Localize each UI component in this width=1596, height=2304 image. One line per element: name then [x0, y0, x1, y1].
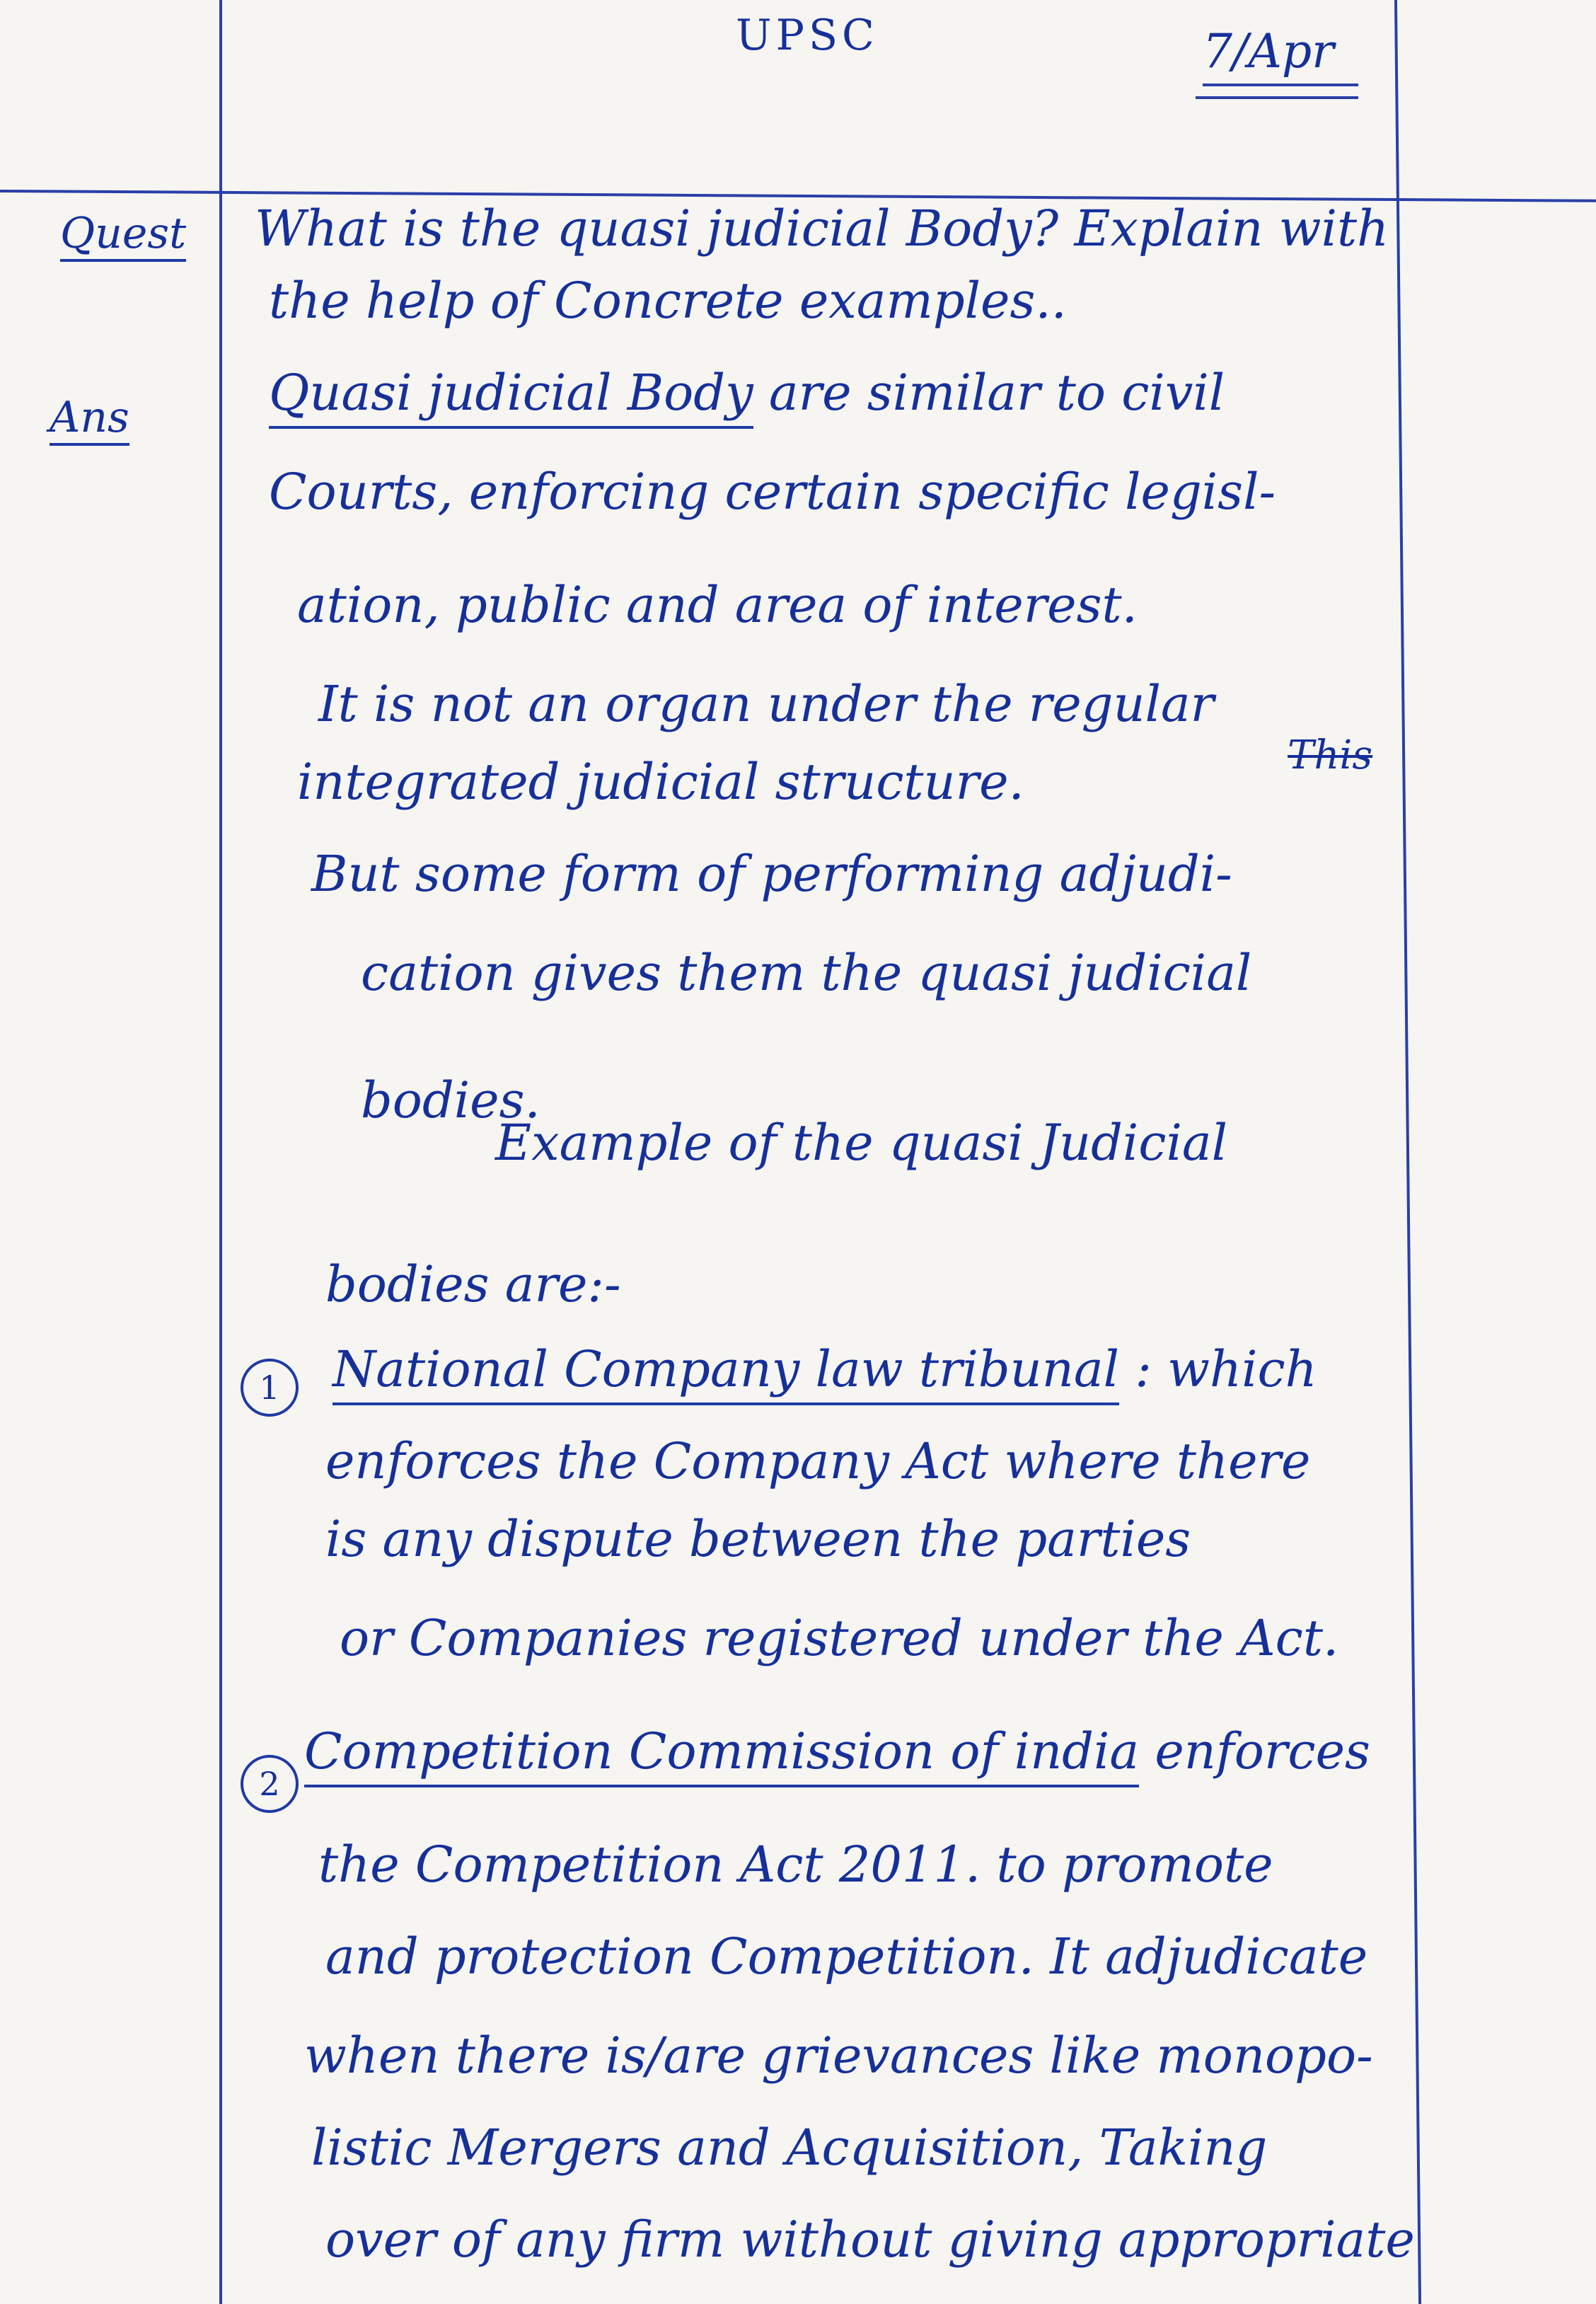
answer-line: Courts, enforcing certain specific legisl-: [269, 463, 1276, 521]
answer-line: cation gives them the quasi judicial: [361, 944, 1252, 1002]
example-2-line: listic Mergers and Acquisition, Taking: [311, 2119, 1268, 2177]
question-line-2: the help of Concrete examples..: [269, 272, 1067, 330]
answer-line: It is not an organ under the regular: [318, 675, 1215, 733]
answer-term: Quasi judicial Body: [269, 364, 753, 429]
right-border-line: [1394, 0, 1421, 2304]
example-2-title-suffix: enforces: [1155, 1722, 1370, 1780]
example-1-title-suffix: : which: [1135, 1340, 1317, 1398]
example-2-line: the Competition Act 2011. to promote: [318, 1836, 1273, 1894]
date-underline: [1203, 83, 1358, 86]
answer-line: bodies.: [361, 1071, 540, 1129]
struck-word: This: [1288, 732, 1373, 778]
example-2-line: and protection Competition. It adjudicate: [325, 1928, 1368, 1986]
example-2-line: when there is/are grievances like monopo-: [304, 2027, 1373, 2085]
answer-line: ation, public and area of interest.: [297, 576, 1138, 634]
question-label: Quest: [60, 212, 186, 262]
answer-line: bodies are:-: [325, 1255, 621, 1313]
date-underline-2: [1196, 96, 1358, 99]
answer-line: But some form of performing adjudi-: [311, 845, 1232, 903]
page-subject: UPSC: [736, 11, 879, 60]
example-1-title: National Company law tribunal: [332, 1340, 1119, 1405]
answer-intro: [269, 364, 1225, 422]
answer-label: Ans: [50, 396, 129, 446]
example-2-heading: [304, 1722, 1370, 1780]
example-1-line: or Companies registered under the Act.: [340, 1609, 1339, 1667]
example-1-line: is any dispute between the parties: [325, 1510, 1191, 1568]
answer-line: Example of the quasi Judicial: [495, 1114, 1227, 1172]
example-1-number: 1: [241, 1359, 299, 1417]
example-2-number: 2: [241, 1755, 299, 1813]
question-line-1: What is the quasi judicial Body? Explain with: [255, 200, 1389, 258]
example-2-line: over of any firm without giving appropriate: [325, 2211, 1415, 2269]
answer-intro-rest: are similar to civil: [768, 364, 1225, 422]
example-1-heading: [332, 1340, 1317, 1398]
example-2-title: Competition Commission of india: [304, 1722, 1139, 1787]
page-date: 7/Apr: [1203, 24, 1334, 79]
example-1-line: enforces the Company Act where there: [325, 1432, 1311, 1490]
margin-line: [219, 0, 222, 2304]
answer-line: integrated judicial structure.: [297, 753, 1024, 811]
